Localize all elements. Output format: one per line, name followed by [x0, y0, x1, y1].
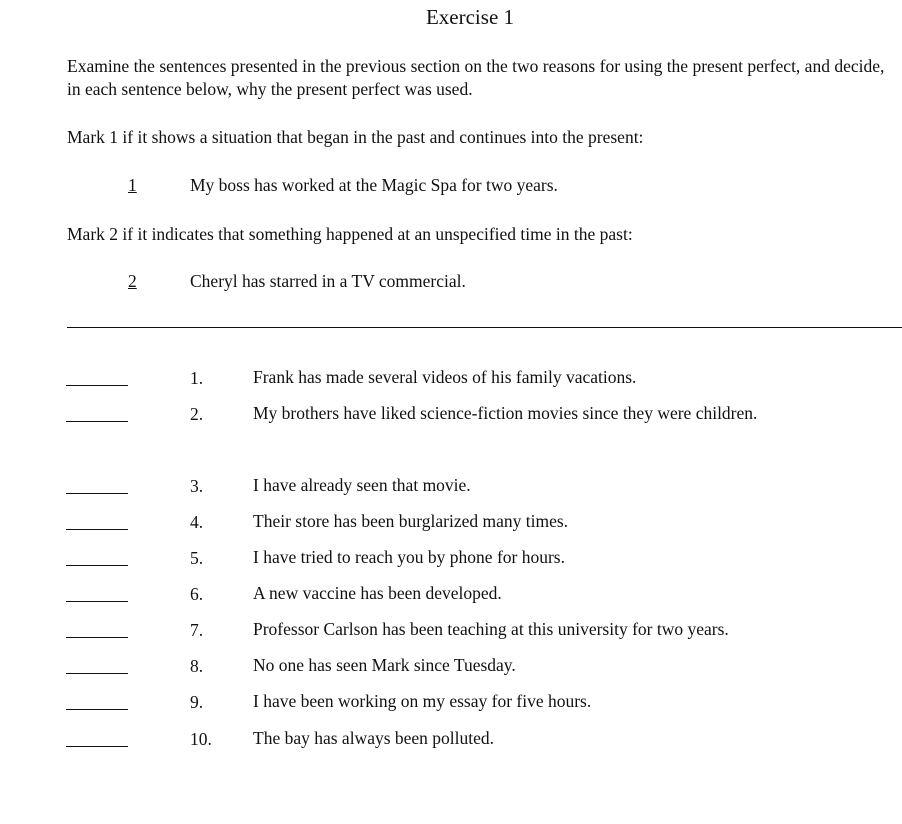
item-number: 7.	[190, 620, 204, 640]
item-sentence: My brothers have liked science-fiction movies since they were children.	[253, 403, 758, 423]
answer-blank-6[interactable]	[66, 584, 128, 602]
item-sentence: I have tried to reach you by phone for hours.	[253, 547, 565, 567]
page-title: Exercise 1	[425, 5, 515, 29]
answer-blank-8[interactable]	[66, 656, 128, 674]
item-number: 4.	[190, 512, 204, 532]
example-1	[0, 175, 902, 199]
item-number: 8.	[190, 656, 204, 676]
item-number: 9.	[190, 692, 204, 712]
item-number: 1.	[190, 368, 204, 388]
item-number: 6.	[190, 584, 204, 604]
example-2-answer: 2	[128, 271, 137, 291]
example-1-sentence: My boss has worked at the Magic Spa for two years.	[190, 175, 558, 195]
item-number: 10.	[190, 729, 212, 749]
item-sentence: A new vaccine has been developed.	[253, 583, 502, 603]
item-number: 3.	[190, 476, 204, 496]
item-sentence: I have already seen that movie.	[253, 475, 471, 495]
instructions-paragraph: Examine the sentences presented in the previous section on the two reasons for using the present perfect, and decide, in each sentence below, why the present perfect was used.	[67, 56, 885, 99]
answer-blank-7[interactable]	[66, 620, 128, 638]
item-sentence: I have been working on my essay for five hours.	[253, 691, 592, 711]
answer-blank-2[interactable]	[66, 404, 128, 422]
answer-blank-10[interactable]	[66, 729, 128, 747]
section-divider	[67, 327, 902, 328]
answer-blank-9[interactable]	[66, 692, 128, 710]
rule-1-instruction: Mark 1 if it shows a situation that began in the past and continues into the present:	[67, 127, 644, 147]
example-2-sentence: Cheryl has starred in a TV commercial.	[190, 271, 466, 291]
item-number: 2.	[190, 404, 204, 424]
answer-blank-3[interactable]	[66, 476, 128, 494]
answer-blank-1[interactable]	[66, 368, 128, 386]
answer-blank-4[interactable]	[66, 512, 128, 530]
item-number: 5.	[190, 548, 204, 568]
rule-2-instruction: Mark 2 if it indicates that something happened at an unspecified time in the past:	[67, 224, 633, 244]
example-2	[0, 271, 902, 295]
item-sentence: No one has seen Mark since Tuesday.	[253, 655, 516, 675]
answer-blank-5[interactable]	[66, 548, 128, 566]
example-1-answer: 1	[128, 175, 137, 195]
item-sentence: The bay has always been polluted.	[253, 728, 495, 748]
item-sentence: Their store has been burglarized many times.	[253, 511, 569, 531]
item-sentence: Frank has made several videos of his family vacations.	[253, 367, 637, 387]
item-sentence: Professor Carlson has been teaching at this university for two years.	[253, 619, 729, 639]
